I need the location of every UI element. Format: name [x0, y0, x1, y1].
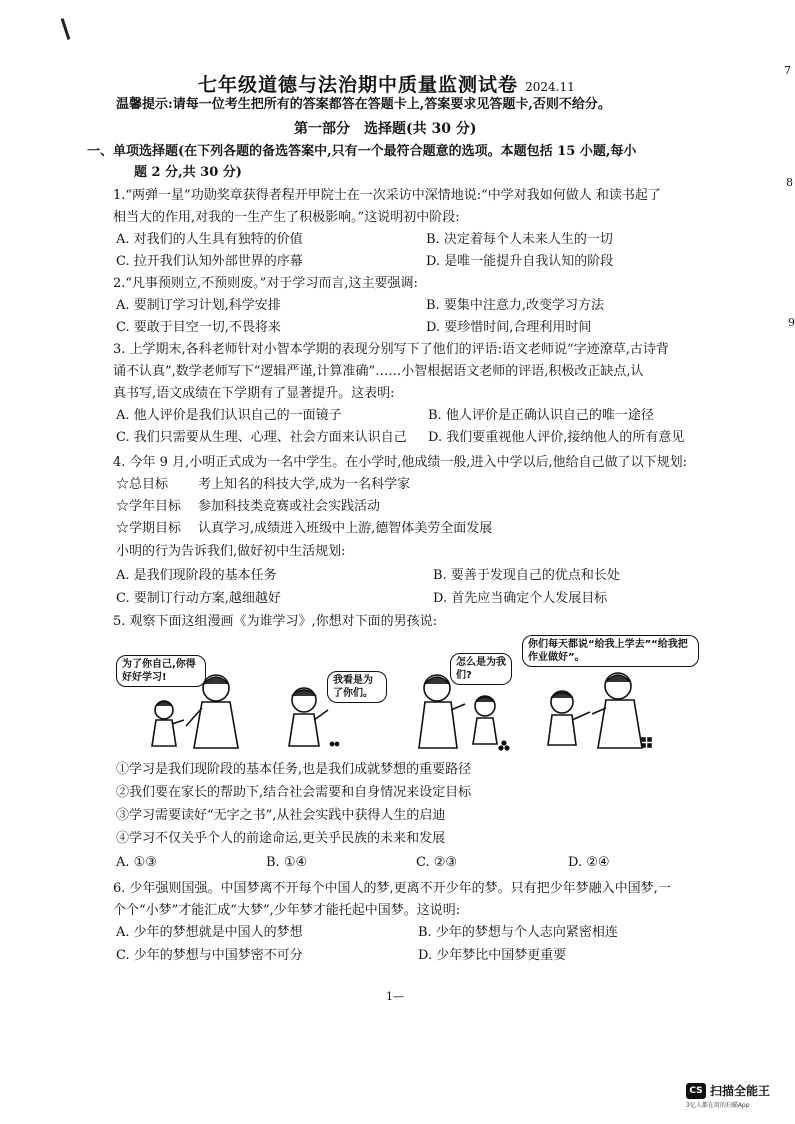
question-text: 1.“两弹一星”功勋奖章获得者程开甲院士在一次采访中深情地说:“中学对我如何做人 和读书起了 [113, 188, 661, 203]
margin-mark: 9 [788, 316, 795, 329]
option-b: B. 少年的梦想与个人志向紧密相连 [418, 925, 618, 940]
option-d: D. 要珍惜时间,合理利用时间 [426, 320, 592, 335]
question-text: 真书写,语文成绩在下学期有了显著提升。这表明: [113, 386, 395, 401]
question-text: 个个“小梦”才能汇成“大梦”,少年梦才能托起中国梦。这说明: [113, 903, 461, 918]
speech-bubble: 我看是为了你们。 [327, 671, 387, 703]
notice: 温馨提示:请每一位考生把所有的答案都答在答题卡上,答案要求见答题卡,否则不给分。 [116, 97, 611, 112]
plan-text: 考上知名的科技大学,成为一名科学家 [198, 477, 411, 492]
speech-bubble: 为了你自己,你得好好学习! [116, 655, 206, 687]
plan-label: ☆学期目标 [116, 521, 182, 536]
option-c: C. 少年的梦想与中国梦密不可分 [116, 948, 303, 963]
comic-strip [112, 635, 688, 755]
option-d: D. ②④ [568, 855, 610, 870]
speech-bubble: 你们每天都说“给我上学去”“给我把作业做好”。 [522, 635, 699, 667]
option-d: D. 首先应当确定个人发展目标 [433, 591, 608, 606]
scanner-watermark [686, 1083, 786, 1117]
plan-label: ☆总目标 [116, 477, 169, 492]
exam-date: 2024.11 [525, 80, 575, 94]
option-a: A. 少年的梦想就是中国人的梦想 [116, 925, 303, 940]
option-a: A. ①③ [116, 855, 157, 870]
question-text: 2.“凡事预则立,不预则废。”对于学习而言,这主要强调: [113, 276, 418, 291]
question-text: 小明的行为告诉我们,做好初中生活规划: [116, 544, 346, 559]
option-a: A. 是我们现阶段的基本任务 [116, 568, 277, 583]
option-c: C. 要敢于目空一切,不畏将来 [116, 320, 281, 335]
page-number: 1— [386, 990, 404, 1003]
option-c: C. ②③ [416, 855, 458, 870]
statement-4: ④学习不仅关乎个人的前途命运,更关乎民族的未来和发展 [116, 831, 446, 846]
option-b: B. 要集中注意力,改变学习方法 [426, 298, 604, 313]
plan-text: 参加科技类竞赛或社会实践活动 [198, 499, 381, 514]
question-text: 6. 少年强则国强。中国梦离不开每个中国人的梦,更离不开少年的梦。只有把少年梦融入中国梦,一 [113, 881, 671, 896]
option-a: A. 他人评价是我们认识自己的一面镜子 [116, 408, 342, 423]
scanner-tagline: 3亿人都在用的扫描App [686, 1102, 750, 1109]
scanner-name: 扫描全能王 [710, 1084, 771, 1098]
option-c: C. 我们只需要从生理、心理、社会方面来认识自己 [116, 430, 407, 445]
plan-text: 认真学习,成绩进入班级中上游,德智体美劳全面发展 [198, 521, 493, 536]
question-text: 4. 今年 9 月,小明正式成为一名中学生。在小学时,他成绩一般,进入中学以后,他给自己做了以下规划: [113, 455, 687, 470]
option-b: B. 他人评价是正确认识自己的唯一途径 [428, 408, 654, 423]
margin-mark: 7 [784, 64, 791, 77]
statement-3: ③学习需要读好“无字之书”,从社会实践中获得人生的启迪 [116, 808, 446, 823]
option-a: A. 对我们的人生具有独特的价值 [116, 232, 303, 247]
section-heading-cont: 题 2 分,共 30 分) [134, 165, 242, 180]
question-text: 诵不认真”,数学老师写下“逻辑严谨,计算准确”……小智根据语文老师的评语,积极改正缺点,认 [113, 364, 644, 379]
stray-pen-mark [61, 18, 71, 40]
option-b: B. 要善于发现自己的优点和长处 [433, 568, 620, 583]
statement-2: ②我们要在家长的帮助下,结合社会需要和自身情况来设定目标 [116, 785, 472, 800]
question-text: 3. 上学期末,各科老师针对小智本学期的表现分别写下了他们的评语:语文老师说“字迹潦草,古诗背 [113, 342, 669, 357]
margin-mark: 8 [786, 176, 793, 189]
option-a: A. 要制订学习计划,科学安排 [116, 298, 281, 313]
option-c: C. 拉开我们认知外部世界的序幕 [116, 254, 303, 269]
part-title: 第一部分 选择题(共 30 分) [294, 121, 477, 137]
statement-1: ①学习是我们现阶段的基本任务,也是我们成就梦想的重要路径 [116, 762, 472, 777]
scanner-logo-icon: CS [686, 1083, 706, 1099]
title-text: 七年级道德与法治期中质量监测试卷 [198, 74, 519, 96]
speech-bubble: 怎么是为我们? [450, 653, 512, 685]
option-d: D. 我们要重视他人评价,接纳他人的所有意见 [428, 430, 685, 445]
option-c: C. 要制订行动方案,越细越好 [116, 591, 281, 606]
option-b: B. ①④ [266, 855, 308, 870]
question-text: 相当大的作用,对我的一生产生了积极影响。”这说明初中阶段: [113, 210, 460, 225]
option-d: D. 是唯一能提升自我认知的阶段 [426, 254, 614, 269]
plan-label: ☆学年目标 [116, 499, 182, 514]
section-heading: 一、单项选择题(在下列各题的备选答案中,只有一个最符合题意的选项。本题包括 15 小题,每小 [87, 144, 637, 159]
question-text: 5. 观察下面这组漫画《为谁学习》,你想对下面的男孩说: [113, 614, 438, 629]
option-d: D. 少年梦比中国梦更重要 [418, 948, 567, 963]
option-b: B. 决定着每个人未来人生的一切 [426, 232, 613, 247]
